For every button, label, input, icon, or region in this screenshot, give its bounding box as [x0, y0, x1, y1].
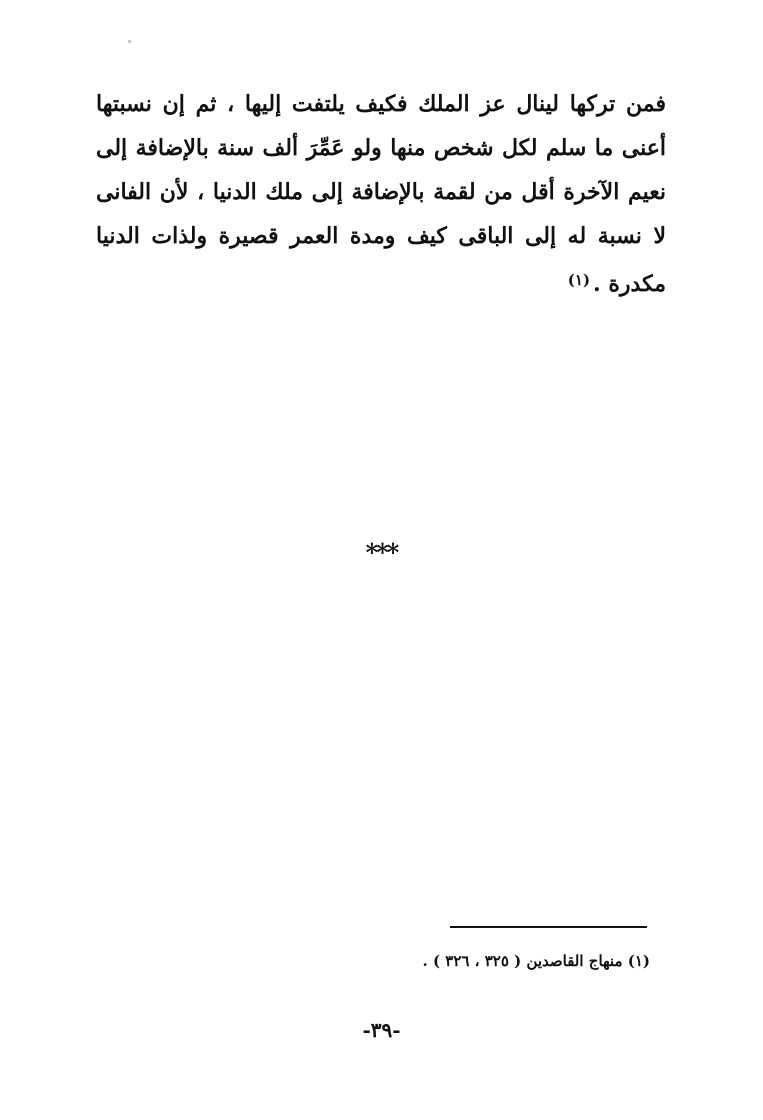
body-line: فمن تركها لينال عز الملك فكيف يلتفت إليها ، ثم إن نسبتها	[96, 91, 666, 117]
body-line-text: مكدرة .	[593, 271, 666, 297]
body-line: نعيم الآخرة أقل من لقمة بالإضافة إلى ملك الدنيا ، لأن الفانى	[96, 179, 666, 205]
footnote-text: (١) منهاج القاصدين ( ٣٢٥ ، ٣٢٦ ) .	[422, 952, 650, 970]
body-line: لا نسبة له إلى الباقى كيف ومدة العمر قصيرة ولذات الدنيا	[96, 223, 666, 249]
page-number: -٣٩-	[362, 1018, 401, 1042]
body-line: أعنى ما سلم لكل شخص منها ولو عَمِّرَ ألف سنة بالإضافة إلى	[96, 135, 666, 161]
body-line-last	[96, 258, 666, 302]
section-separator: ***	[365, 538, 398, 567]
footnote-reference: (١)	[567, 271, 591, 289]
body-paragraph	[96, 82, 666, 302]
scan-speck	[127, 39, 131, 43]
footnote-rule	[450, 926, 647, 928]
